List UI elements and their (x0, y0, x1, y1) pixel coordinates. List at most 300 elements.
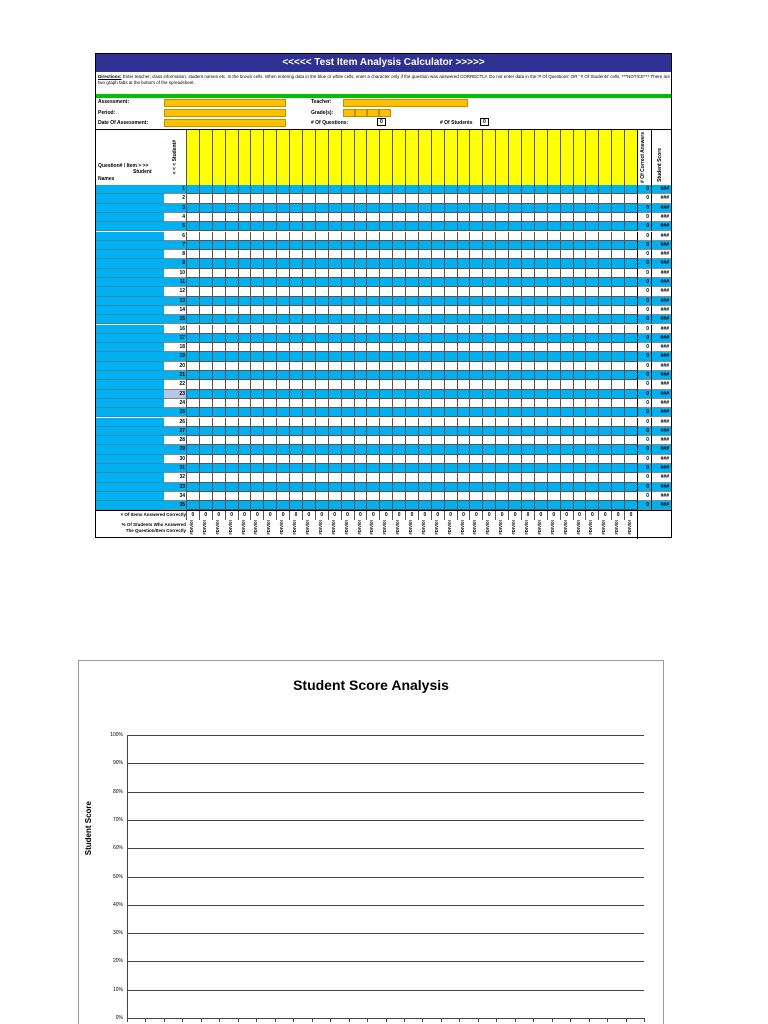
answer-cell[interactable] (431, 399, 444, 408)
answer-cell[interactable] (341, 352, 354, 361)
answer-cell[interactable] (392, 269, 405, 278)
answer-cell[interactable] (547, 325, 560, 334)
answer-cell[interactable] (611, 455, 624, 464)
answer-cell[interactable] (315, 269, 328, 278)
answer-cell[interactable] (263, 343, 276, 352)
answer-cell[interactable] (225, 371, 238, 380)
answer-cell[interactable] (598, 445, 611, 454)
answer-cell[interactable] (392, 455, 405, 464)
answer-cell[interactable] (302, 455, 315, 464)
answer-cell[interactable] (469, 399, 482, 408)
answer-cell[interactable] (263, 455, 276, 464)
answer-cell[interactable] (366, 269, 379, 278)
answer-cell[interactable] (225, 492, 238, 501)
answer-cell[interactable] (276, 325, 289, 334)
answer-cell[interactable] (315, 455, 328, 464)
answer-cell[interactable] (315, 222, 328, 231)
answer-cell[interactable] (624, 287, 637, 296)
answer-cell[interactable] (328, 473, 341, 482)
answer-cell[interactable] (444, 418, 457, 427)
answer-cell[interactable] (263, 250, 276, 259)
answer-cell[interactable] (560, 287, 573, 296)
answer-cell[interactable] (521, 352, 534, 361)
answer-cell[interactable] (469, 204, 482, 213)
answer-cell[interactable] (469, 278, 482, 287)
answer-cell[interactable] (199, 399, 212, 408)
answer-cell[interactable] (624, 455, 637, 464)
answer-cell[interactable] (560, 362, 573, 371)
answer-cell[interactable] (611, 194, 624, 203)
answer-cell[interactable] (521, 222, 534, 231)
answer-cell[interactable] (263, 352, 276, 361)
answer-cell[interactable] (598, 390, 611, 399)
answer-cell[interactable] (482, 399, 495, 408)
answer-cell[interactable] (405, 445, 418, 454)
answer-cell[interactable] (444, 259, 457, 268)
answer-cell[interactable] (315, 380, 328, 389)
answer-cell[interactable] (250, 334, 263, 343)
answer-cell[interactable] (585, 455, 598, 464)
answer-cell[interactable] (289, 213, 302, 222)
answer-cell[interactable] (585, 390, 598, 399)
answer-cell[interactable] (598, 278, 611, 287)
answer-cell[interactable] (341, 390, 354, 399)
answer-cell[interactable] (457, 362, 470, 371)
answer-cell[interactable] (534, 390, 547, 399)
student-name-cell[interactable] (96, 232, 164, 241)
answer-cell[interactable] (457, 352, 470, 361)
answer-cell[interactable] (186, 204, 199, 213)
student-name-cell[interactable] (96, 334, 164, 343)
answer-cell[interactable] (212, 287, 225, 296)
answer-cell[interactable] (624, 399, 637, 408)
answer-cell[interactable] (328, 371, 341, 380)
answer-cell[interactable] (225, 297, 238, 306)
answer-cell[interactable] (585, 399, 598, 408)
answer-cell[interactable] (302, 371, 315, 380)
answer-cell[interactable] (624, 278, 637, 287)
answer-cell[interactable] (212, 334, 225, 343)
answer-cell[interactable] (444, 473, 457, 482)
answer-cell[interactable] (469, 352, 482, 361)
answer-cell[interactable] (547, 390, 560, 399)
answer-cell[interactable] (444, 185, 457, 194)
answer-cell[interactable] (302, 204, 315, 213)
answer-cell[interactable] (482, 213, 495, 222)
answer-cell[interactable] (276, 269, 289, 278)
answer-cell[interactable] (457, 222, 470, 231)
answer-cell[interactable] (392, 390, 405, 399)
answer-cell[interactable] (263, 222, 276, 231)
answer-cell[interactable] (508, 232, 521, 241)
answer-cell[interactable] (624, 297, 637, 306)
answer-cell[interactable] (263, 232, 276, 241)
answer-cell[interactable] (418, 371, 431, 380)
answer-cell[interactable] (315, 297, 328, 306)
answer-cell[interactable] (534, 278, 547, 287)
answer-cell[interactable] (238, 269, 251, 278)
answer-cell[interactable] (624, 325, 637, 334)
answer-cell[interactable] (534, 362, 547, 371)
answer-cell[interactable] (521, 492, 534, 501)
answer-cell[interactable] (405, 241, 418, 250)
answer-cell[interactable] (225, 222, 238, 231)
answer-cell[interactable] (379, 473, 392, 482)
answer-cell[interactable] (199, 259, 212, 268)
answer-cell[interactable] (225, 343, 238, 352)
answer-cell[interactable] (315, 445, 328, 454)
answer-cell[interactable] (250, 232, 263, 241)
answer-cell[interactable] (573, 325, 586, 334)
answer-cell[interactable] (315, 408, 328, 417)
answer-cell[interactable] (302, 241, 315, 250)
answer-cell[interactable] (585, 306, 598, 315)
answer-cell[interactable] (598, 362, 611, 371)
answer-cell[interactable] (495, 259, 508, 268)
answer-cell[interactable] (366, 194, 379, 203)
answer-cell[interactable] (366, 334, 379, 343)
answer-cell[interactable] (238, 278, 251, 287)
answer-cell[interactable] (534, 232, 547, 241)
answer-cell[interactable] (354, 464, 367, 473)
answer-cell[interactable] (431, 325, 444, 334)
answer-cell[interactable] (405, 269, 418, 278)
answer-cell[interactable] (341, 297, 354, 306)
answer-cell[interactable] (444, 492, 457, 501)
answer-cell[interactable] (392, 334, 405, 343)
answer-cell[interactable] (289, 427, 302, 436)
answer-cell[interactable] (302, 473, 315, 482)
answer-cell[interactable] (495, 445, 508, 454)
answer-cell[interactable] (469, 436, 482, 445)
answer-cell[interactable] (573, 399, 586, 408)
answer-cell[interactable] (315, 399, 328, 408)
answer-cell[interactable] (354, 287, 367, 296)
answer-cell[interactable] (534, 194, 547, 203)
answer-cell[interactable] (366, 483, 379, 492)
answer-cell[interactable] (560, 269, 573, 278)
answer-cell[interactable] (250, 436, 263, 445)
answer-cell[interactable] (276, 334, 289, 343)
answer-cell[interactable] (328, 334, 341, 343)
answer-cell[interactable] (366, 464, 379, 473)
answer-cell[interactable] (405, 464, 418, 473)
answer-cell[interactable] (354, 352, 367, 361)
answer-cell[interactable] (418, 194, 431, 203)
student-name-cell[interactable] (96, 390, 164, 399)
answer-cell[interactable] (392, 343, 405, 352)
answer-cell[interactable] (225, 408, 238, 417)
answer-cell[interactable] (521, 278, 534, 287)
answer-cell[interactable] (276, 222, 289, 231)
answer-cell[interactable] (405, 250, 418, 259)
answer-cell[interactable] (469, 455, 482, 464)
answer-cell[interactable] (263, 185, 276, 194)
answer-cell[interactable] (547, 204, 560, 213)
answer-cell[interactable] (431, 222, 444, 231)
answer-cell[interactable] (469, 306, 482, 315)
answer-cell[interactable] (276, 194, 289, 203)
answer-cell[interactable] (598, 408, 611, 417)
answer-cell[interactable] (328, 278, 341, 287)
answer-cell[interactable] (405, 352, 418, 361)
answer-cell[interactable] (482, 250, 495, 259)
period-field[interactable] (164, 109, 286, 117)
answer-cell[interactable] (457, 464, 470, 473)
answer-cell[interactable] (392, 352, 405, 361)
answer-cell[interactable] (315, 232, 328, 241)
answer-cell[interactable] (573, 492, 586, 501)
answer-cell[interactable] (186, 269, 199, 278)
answer-cell[interactable] (573, 473, 586, 482)
answer-cell[interactable] (392, 222, 405, 231)
student-name-cell[interactable] (96, 362, 164, 371)
answer-cell[interactable] (263, 334, 276, 343)
answer-cell[interactable] (328, 297, 341, 306)
answer-cell[interactable] (431, 436, 444, 445)
answer-cell[interactable] (431, 455, 444, 464)
answer-cell[interactable] (276, 408, 289, 417)
answer-cell[interactable] (405, 492, 418, 501)
answer-cell[interactable] (444, 325, 457, 334)
answer-cell[interactable] (457, 334, 470, 343)
answer-cell[interactable] (585, 380, 598, 389)
answer-cell[interactable] (238, 306, 251, 315)
answer-cell[interactable] (405, 362, 418, 371)
answer-cell[interactable] (598, 232, 611, 241)
answer-cell[interactable] (212, 250, 225, 259)
answer-cell[interactable] (302, 287, 315, 296)
answer-cell[interactable] (508, 483, 521, 492)
answer-cell[interactable] (573, 455, 586, 464)
answer-cell[interactable] (469, 464, 482, 473)
answer-cell[interactable] (611, 315, 624, 324)
answer-cell[interactable] (624, 241, 637, 250)
answer-cell[interactable] (212, 427, 225, 436)
answer-cell[interactable] (354, 259, 367, 268)
answer-cell[interactable] (444, 334, 457, 343)
answer-cell[interactable] (276, 371, 289, 380)
answer-cell[interactable] (199, 306, 212, 315)
answer-cell[interactable] (508, 250, 521, 259)
answer-cell[interactable] (560, 315, 573, 324)
answer-cell[interactable] (598, 352, 611, 361)
answer-cell[interactable] (624, 464, 637, 473)
answer-cell[interactable] (212, 399, 225, 408)
answer-cell[interactable] (225, 287, 238, 296)
answer-cell[interactable] (457, 455, 470, 464)
answer-cell[interactable] (585, 427, 598, 436)
answer-cell[interactable] (482, 194, 495, 203)
answer-cell[interactable] (354, 278, 367, 287)
answer-cell[interactable] (225, 278, 238, 287)
answer-cell[interactable] (521, 241, 534, 250)
student-name-cell[interactable] (96, 418, 164, 427)
answer-cell[interactable] (405, 204, 418, 213)
answer-cell[interactable] (212, 464, 225, 473)
answer-cell[interactable] (418, 269, 431, 278)
answer-cell[interactable] (379, 445, 392, 454)
answer-cell[interactable] (495, 241, 508, 250)
answer-cell[interactable] (457, 408, 470, 417)
answer-cell[interactable] (469, 315, 482, 324)
answer-cell[interactable] (482, 259, 495, 268)
answer-cell[interactable] (534, 371, 547, 380)
answer-cell[interactable] (289, 371, 302, 380)
answer-cell[interactable] (611, 371, 624, 380)
answer-cell[interactable] (276, 455, 289, 464)
answer-cell[interactable] (186, 306, 199, 315)
answer-cell[interactable] (238, 455, 251, 464)
answer-cell[interactable] (366, 259, 379, 268)
answer-cell[interactable] (341, 241, 354, 250)
answer-cell[interactable] (302, 185, 315, 194)
answer-cell[interactable] (444, 232, 457, 241)
answer-cell[interactable] (598, 213, 611, 222)
answer-cell[interactable] (495, 194, 508, 203)
answer-cell[interactable] (315, 343, 328, 352)
answer-cell[interactable] (186, 445, 199, 454)
answer-cell[interactable] (341, 483, 354, 492)
answer-cell[interactable] (199, 222, 212, 231)
answer-cell[interactable] (341, 380, 354, 389)
answer-cell[interactable] (598, 418, 611, 427)
answer-cell[interactable] (431, 204, 444, 213)
answer-cell[interactable] (405, 259, 418, 268)
answer-cell[interactable] (405, 418, 418, 427)
answer-cell[interactable] (418, 352, 431, 361)
answer-cell[interactable] (315, 241, 328, 250)
answer-cell[interactable] (225, 390, 238, 399)
answer-cell[interactable] (341, 259, 354, 268)
answer-cell[interactable] (392, 371, 405, 380)
answer-cell[interactable] (315, 418, 328, 427)
answer-cell[interactable] (573, 445, 586, 454)
answer-cell[interactable] (547, 492, 560, 501)
answer-cell[interactable] (431, 371, 444, 380)
answer-cell[interactable] (521, 473, 534, 482)
answer-cell[interactable] (238, 287, 251, 296)
answer-cell[interactable] (186, 492, 199, 501)
answer-cell[interactable] (379, 185, 392, 194)
student-name-cell[interactable] (96, 399, 164, 408)
answer-cell[interactable] (315, 306, 328, 315)
answer-cell[interactable] (250, 269, 263, 278)
answer-cell[interactable] (405, 334, 418, 343)
answer-cell[interactable] (547, 445, 560, 454)
answer-cell[interactable] (521, 325, 534, 334)
answer-cell[interactable] (328, 269, 341, 278)
answer-cell[interactable] (508, 315, 521, 324)
answer-cell[interactable] (392, 306, 405, 315)
answer-cell[interactable] (521, 445, 534, 454)
answer-cell[interactable] (431, 427, 444, 436)
answer-cell[interactable] (186, 194, 199, 203)
answer-cell[interactable] (431, 408, 444, 417)
answer-cell[interactable] (392, 241, 405, 250)
answer-cell[interactable] (624, 194, 637, 203)
answer-cell[interactable] (354, 297, 367, 306)
student-name-cell[interactable] (96, 408, 164, 417)
answer-cell[interactable] (212, 232, 225, 241)
answer-cell[interactable] (624, 213, 637, 222)
answer-cell[interactable] (302, 315, 315, 324)
student-name-cell[interactable] (96, 259, 164, 268)
answer-cell[interactable] (560, 334, 573, 343)
answer-cell[interactable] (444, 194, 457, 203)
answer-cell[interactable] (573, 269, 586, 278)
answer-cell[interactable] (186, 483, 199, 492)
answer-cell[interactable] (302, 390, 315, 399)
answer-cell[interactable] (328, 380, 341, 389)
answer-cell[interactable] (508, 343, 521, 352)
answer-cell[interactable] (495, 297, 508, 306)
answer-cell[interactable] (276, 287, 289, 296)
answer-cell[interactable] (366, 250, 379, 259)
answer-cell[interactable] (263, 418, 276, 427)
answer-cell[interactable] (508, 427, 521, 436)
answer-cell[interactable] (225, 194, 238, 203)
answer-cell[interactable] (225, 436, 238, 445)
answer-cell[interactable] (521, 250, 534, 259)
answer-cell[interactable] (560, 427, 573, 436)
answer-cell[interactable] (444, 427, 457, 436)
answer-cell[interactable] (238, 418, 251, 427)
answer-cell[interactable] (444, 297, 457, 306)
answer-cell[interactable] (573, 194, 586, 203)
answer-cell[interactable] (186, 408, 199, 417)
student-name-cell[interactable] (96, 473, 164, 482)
answer-cell[interactable] (405, 408, 418, 417)
answer-cell[interactable] (418, 473, 431, 482)
answer-cell[interactable] (250, 213, 263, 222)
answer-cell[interactable] (302, 213, 315, 222)
answer-cell[interactable] (392, 483, 405, 492)
answer-cell[interactable] (379, 408, 392, 417)
answer-cell[interactable] (366, 473, 379, 482)
answer-cell[interactable] (315, 315, 328, 324)
answer-cell[interactable] (315, 362, 328, 371)
answer-cell[interactable] (250, 222, 263, 231)
answer-cell[interactable] (212, 278, 225, 287)
answer-cell[interactable] (263, 315, 276, 324)
answer-cell[interactable] (186, 390, 199, 399)
answer-cell[interactable] (585, 343, 598, 352)
answer-cell[interactable] (289, 473, 302, 482)
answer-cell[interactable] (482, 343, 495, 352)
answer-cell[interactable] (341, 436, 354, 445)
answer-cell[interactable] (431, 185, 444, 194)
student-name-cell[interactable] (96, 380, 164, 389)
answer-cell[interactable] (225, 464, 238, 473)
answer-cell[interactable] (250, 297, 263, 306)
answer-cell[interactable] (238, 427, 251, 436)
answer-cell[interactable] (457, 427, 470, 436)
answer-cell[interactable] (521, 194, 534, 203)
answer-cell[interactable] (611, 306, 624, 315)
answer-cell[interactable] (199, 352, 212, 361)
answer-cell[interactable] (379, 278, 392, 287)
student-name-cell[interactable] (96, 204, 164, 213)
student-name-cell[interactable] (96, 250, 164, 259)
answer-cell[interactable] (289, 204, 302, 213)
answer-cell[interactable] (302, 250, 315, 259)
answer-cell[interactable] (392, 464, 405, 473)
answer-cell[interactable] (418, 259, 431, 268)
answer-cell[interactable] (302, 297, 315, 306)
answer-cell[interactable] (250, 483, 263, 492)
answer-cell[interactable] (289, 259, 302, 268)
